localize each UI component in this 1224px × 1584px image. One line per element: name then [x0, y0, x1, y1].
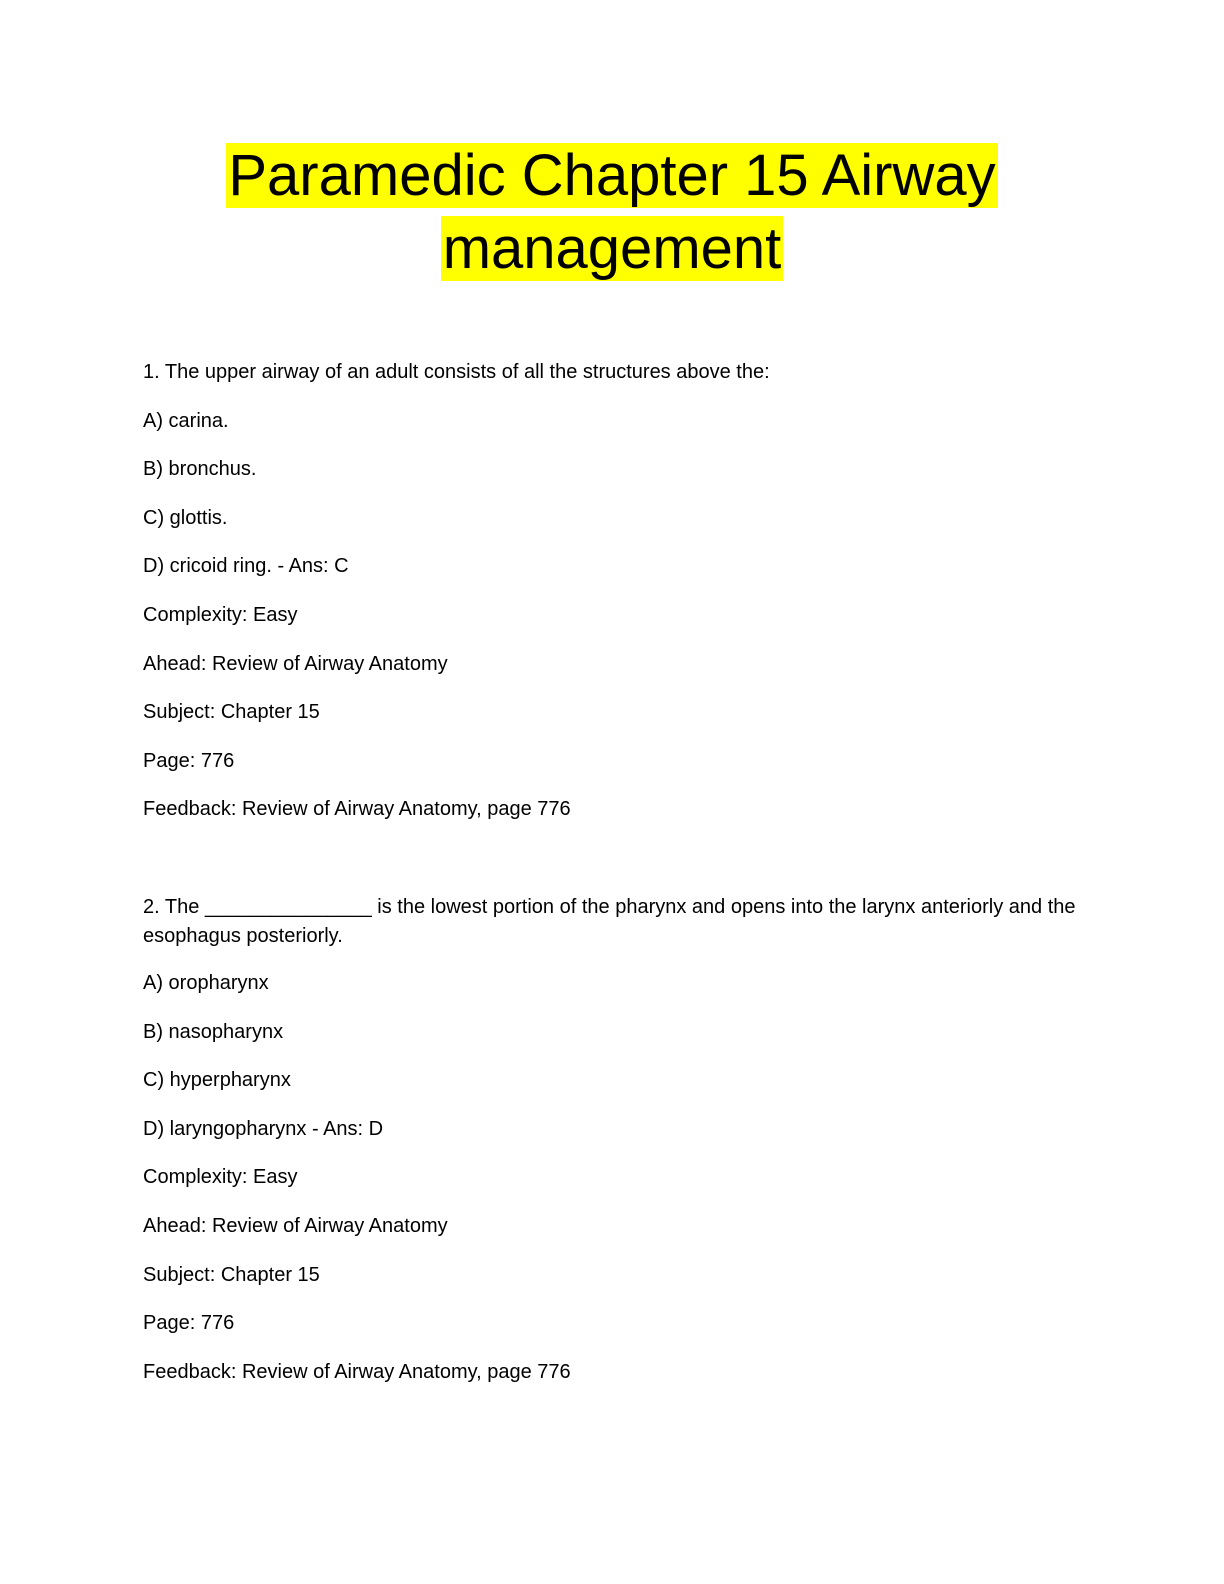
subject-line: Subject: Chapter 15 — [143, 701, 320, 724]
option-a: A) carina. — [143, 409, 229, 432]
complexity-line: Complexity: Easy — [143, 1166, 298, 1189]
feedback-line: Feedback: Review of Airway Anatomy, page 776 — [143, 1360, 571, 1383]
option-a: A) oropharynx — [143, 972, 269, 994]
option-d: D) laryngopharynx - Ans: D — [143, 1117, 384, 1140]
question-2 — [143, 893, 1103, 1407]
option-c: C) hyperpharynx — [143, 1069, 291, 1092]
complexity-line: Complexity: Easy — [143, 603, 298, 626]
page-line: Page: 776 — [143, 749, 235, 772]
option-c: C) glottis. — [143, 506, 228, 529]
subject-line: Subject: Chapter 15 — [143, 1263, 320, 1286]
question-stem: 2. The _______________ is the lowest portion of the pharynx and opens into the larynx anteriorly and the esophagus posteriorly. — [143, 896, 1082, 947]
ahead-line: Ahead: Review of Airway Anatomy — [143, 652, 448, 675]
feedback-line: Feedback: Review of Airway Anatomy, page 776 — [143, 798, 571, 821]
page-line: Page: 776 — [143, 1312, 235, 1335]
ahead-line: Ahead: Review of Airway Anatomy — [143, 1214, 448, 1237]
question-stem: 1. The upper airway of an adult consists of all the structures above the: — [143, 361, 770, 383]
option-b: B) bronchus. — [143, 458, 257, 481]
option-b: B) nasopharynx — [143, 1020, 284, 1043]
option-d: D) cricoid ring. - Ans: C — [143, 555, 349, 578]
question-1 — [143, 359, 1103, 845]
title-line-2: management — [442, 216, 782, 281]
title-line-1: Paramedic Chapter 15 Airway — [228, 143, 996, 208]
document-title — [0, 139, 1224, 285]
